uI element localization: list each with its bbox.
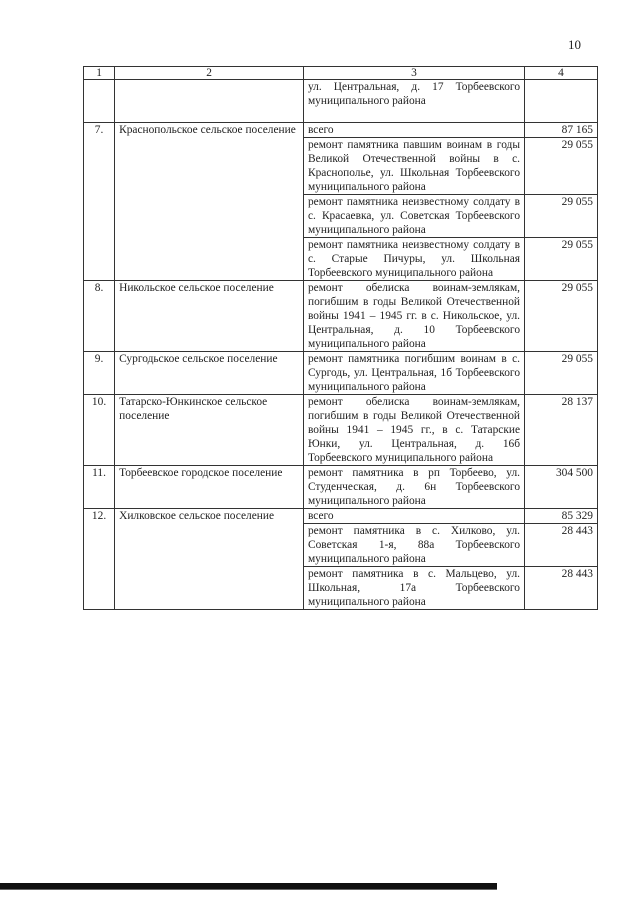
page-number: 10 [568,37,581,52]
item-description: ремонт памятника в с. Хилково, ул. Советская 1-я, 88а Торбеевского муниципального района [303,524,524,567]
table-row [84,509,598,524]
item-description: ул. Центральная, д. 17 Торбеевского муниципального района [303,80,524,123]
row-number: 12. [84,509,115,610]
settlement-name: Татарско-Юнкинское сельское поселение [115,395,304,466]
settlement-name: Краснопольское сельское поселение [115,123,304,281]
settlement-name: Никольское сельское поселение [115,281,304,352]
row-number: 10. [84,395,115,466]
item-amount: 29 055 [525,195,598,238]
item-description: ремонт памятника неизвестному солдату в с. Старые Пичуры, ул. Школьная Торбеевского муниципального района [303,238,524,281]
total-label: всего [303,509,524,524]
total-amount: 85 329 [525,509,598,524]
table-row [84,281,598,352]
item-amount: 28 443 [525,567,598,610]
table-row [84,80,598,123]
table-row [84,395,598,466]
total-amount: 87 165 [525,123,598,138]
row-number: 8. [84,281,115,352]
item-description: ремонт памятника павшим воинам в годы Великой Отечественной войны в с. Краснополье, ул. Школьная Торбеевского муниципального района [303,138,524,195]
item-description: ремонт памятника в с. Мальцево, ул. Школьная, 17а Торбеевского муниципального района [303,567,524,610]
item-amount: 28 443 [525,524,598,567]
item-amount: 28 137 [525,395,598,466]
total-label: всего [303,123,524,138]
item-amount: 29 055 [525,138,598,195]
row-number: 11. [84,466,115,509]
column-header: 2 [115,67,304,80]
item-description: ремонт обелиска воинам-землякам, погибшим в годы Великой Отечественной войны 1941 – 1945 гг. в с. Никольское, ул. Центральная, д. 10 Торбеевского муниципального района [303,281,524,352]
table-row [84,352,598,395]
item-description: ремонт обелиска воинам-землякам, погибшим в годы Великой Отечественной войны 1941 – 1945 гг., в с. Татарские Юнки, ул. Центральная, д. 16б Торбеевского муниципального района [303,395,524,466]
settlement-name: Сургодьское сельское поселение [115,352,304,395]
funding-table [83,66,598,610]
column-header: 4 [525,67,598,80]
item-amount: 29 055 [525,238,598,281]
settlement-name: Хилковское сельское поселение [115,509,304,610]
item-description: ремонт памятника неизвестному солдату в с. Красаевка, ул. Советская Торбеевского муниципального района [303,195,524,238]
table-header-row [84,67,598,80]
item-amount: 29 055 [525,281,598,352]
column-header: 3 [303,67,524,80]
settlement-name: Торбеевское городское поселение [115,466,304,509]
table-row [84,123,598,138]
row-number: 9. [84,352,115,395]
item-description: ремонт памятника в рп Торбеево, ул. Студенческая, д. 6н Торбеевского муниципального района [303,466,524,509]
row-number: 7. [84,123,115,281]
item-amount: 304 500 [525,466,598,509]
item-amount: 29 055 [525,352,598,395]
scan-edge-line [0,889,497,890]
column-header: 1 [84,67,115,80]
table-row [84,466,598,509]
item-description: ремонт памятника погибшим воинам в с. Сургодь, ул. Центральная, 1б Торбеевского муниципального района [303,352,524,395]
